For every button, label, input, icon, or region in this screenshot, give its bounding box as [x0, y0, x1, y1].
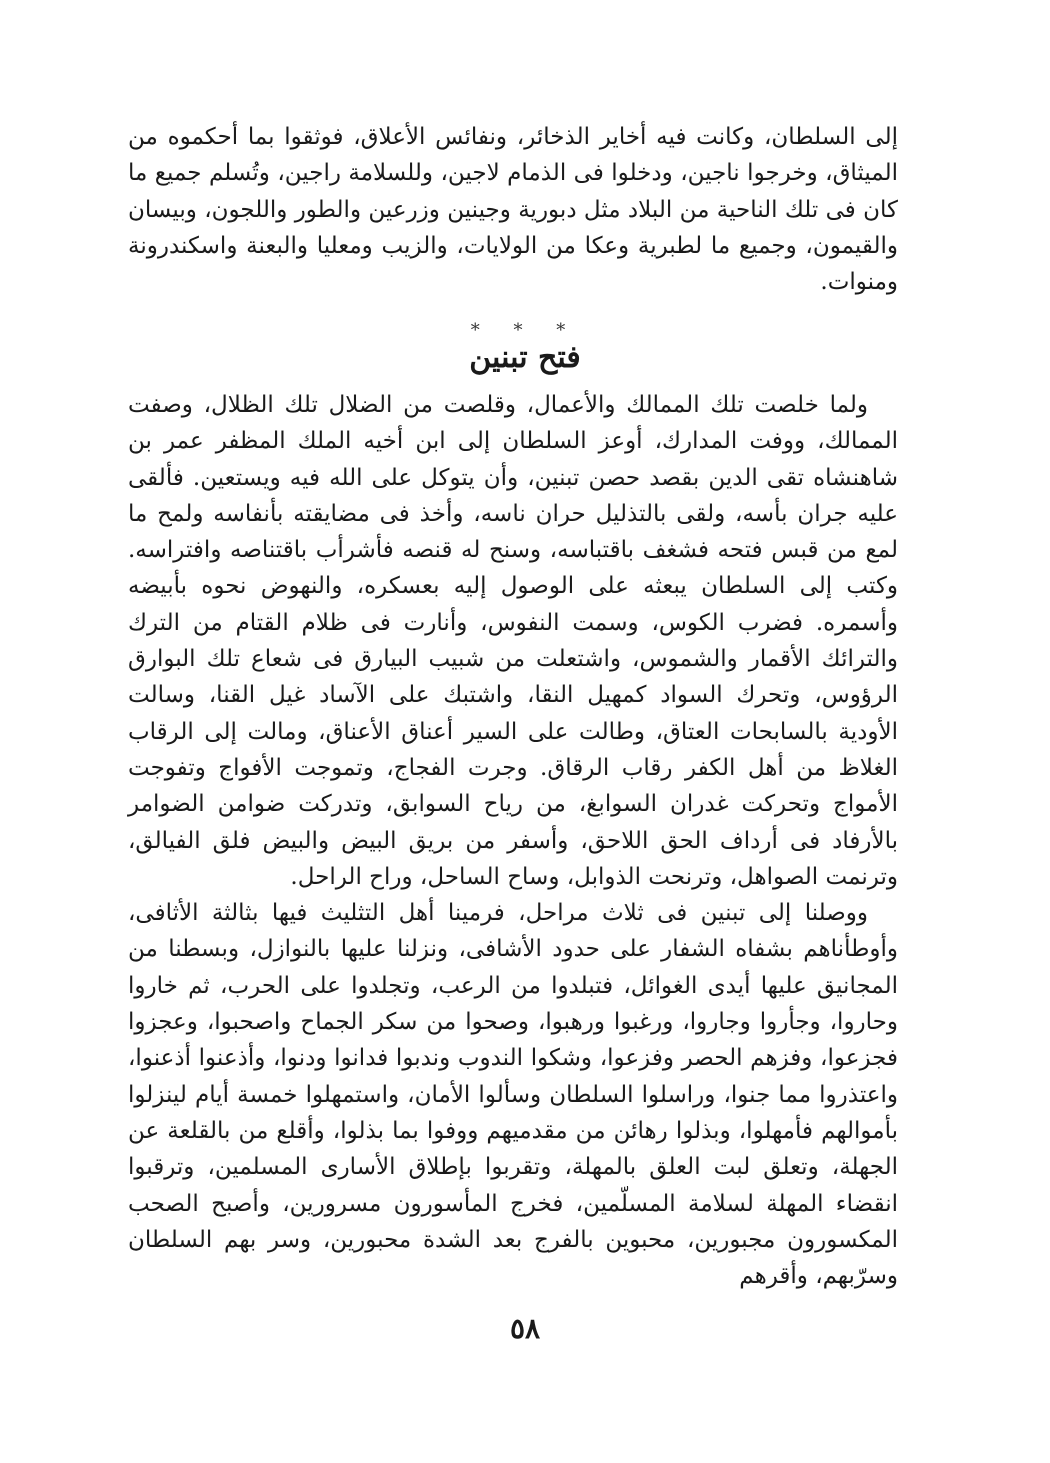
section-heading: فتح تبنين	[469, 340, 581, 375]
text-block-body	[128, 387, 898, 1294]
paragraph-body-2: ووصلنا إلى تبنين فى ثلاث مراحل، فرمينا أهل التثليث فيها بثالثة الأثافى، وأوطأناهم بشفاه الشفار على حدود الأشافى، ونزلنا عليها بالنوازل، وبسطنا من المجانيق عليها أيدى الغوائل، فتبلدوا من الرعب، وتجلدوا على الحرب، ثم خاروا وحاروا، وجأروا وجاروا، ورغبوا ورهبوا، وصحوا من سكر الجماح واصحبوا، وعجزوا فجزعوا، وفزهم الحصر وفزعوا، وشكوا الندوب وندبوا فدانوا ودنوا، وأذعنوا أذعنوا، واعتذروا مما جنوا، وراسلوا السلطان وسألوا الأمان، واستمهلوا خمسة أيام لينزلوا بأموالهم فأمهلوا، وبذلوا رهائن من مقدميهم ووفوا بما بذلوا، وأقلع من بالقلعة عن الجهلة، وتعلق لبت العلق بالمهلة، وتقربوا بإطلاق الأسارى المسلمين، وترقبوا انقضاء المهلة لسلامة المسلّمين، فخرج المأسورون مسرورين، وأصبح الصحب المكسورون مجبورين، محبوين بالفرج بعد الشدة محبورين، وسر بهم السلطان وسرّبهم، وأقرهم	[128, 900, 898, 1290]
section-separator: * * *	[470, 320, 580, 341]
text-block-top	[128, 119, 898, 300]
paragraph-top-1: إلى السلطان، وكانت فيه أخاير الذخائر، ونفائس الأعلاق، فوثقوا بما أحكموه من الميثاق، وخرجوا ناجين، ودخلوا فى الذمام لاجين، وللسلامة راجين، وتُسلم جميع ما كان فى تلك الناحية من البلاد مثل دبورية وجينين وزرعين والطور واللجون، وبيسان والقيمون، وجميع ما لطبرية وعكا من الولايات، والزيب ومعليا والبعنة واسكندرونة ومنوات.	[128, 124, 898, 296]
paragraph-body-1: ولما خلصت تلك الممالك والأعمال، وقلصت من الضلال تلك الظلال، وصفت الممالك، ووفت المدارك، أوعز السلطان إلى ابن أخيه الملك المظفر عمر بن شاهنشاه تقى الدين بقصد حصن تبنين، وأن يتوكل على الله فيه ويستعين. فألقى عليه جران بأسه، ولقى بالتذليل حران ناسه، وأخذ فى مضايقته بأنفاسه ولمح ما لمع من قبس فتحه فشغف باقتباسه، وسنح له قنصه فأشرأب باقتناصه وافتراسه. وكتب إلى السلطان يبعثه على الوصول إليه بعسكره، والنهوض نحوه بأبيضه وأسمره. فضرب الكوس، وسمت النفوس، وأنارت فى ظلام القتام من الترك والترائك الأقمار والشموس، واشتعلت من شبيب البيارق فى شعاع تلك البوارق الرؤوس، وتحرك السواد كمهيل النقا، واشتبك على الآساد غيل القنا، وسالت الأودية بالسابحات العتاق، وطالت على السير أعناق الأعناق، ومالت إلى الرقاب الغلاظ من أهل الكفر رقاب الرقاق. وجرت الفجاج، وتموجت الأفواج وتفوجت الأمواج وتحركت غدران السوابغ، من رياح السوابق، وتدركت ضوامن الضوامر بالأرفاد فى أرداف الحق اللاحق، وأسفر من بريق البيض والبيض فلق الفيالق، وترنمت الصواهل، وترنحت الذوابل، وساح الساحل، وراح الراحل.	[128, 392, 898, 890]
page-number: ٥٨	[509, 1312, 541, 1345]
